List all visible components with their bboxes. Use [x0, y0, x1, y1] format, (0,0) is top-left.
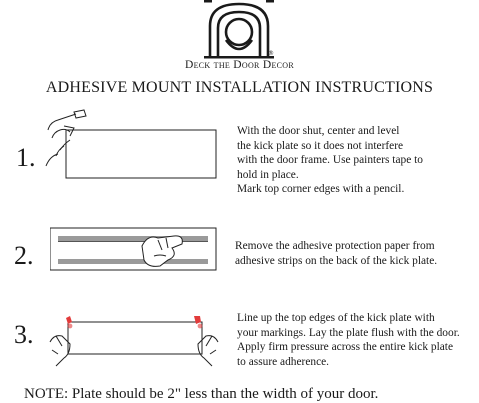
- hands-pressing-plate-icon: [46, 308, 222, 370]
- step-2-number: 2.: [14, 241, 34, 270]
- step-2-text: Remove the adhesive protection paper from adhesive strips on the back of the kick plate.: [235, 240, 438, 267]
- monogram-arch-logo-icon: [198, 0, 280, 60]
- step-1-text: With the door shut, center and level the kick plate so it does not interfere with the door frame. Use painters tape to hold in place. Mark top corner edges with a pencil.: [237, 125, 423, 195]
- page-title: ADHESIVE MOUNT INSTALLATION INSTRUCTIONS: [45, 79, 434, 96]
- step-3-number: 3.: [14, 320, 34, 349]
- step-1-number: 1.: [16, 143, 36, 172]
- hand-pencil-marking-plate-icon: [44, 108, 224, 182]
- registered-mark: ®: [268, 50, 274, 57]
- brand-name: Deck the Door Decor: [184, 59, 295, 71]
- step-3-text: Line up the top edges of the kick plate with your markings. Lay the plate flush with the door. Apply firm pressure across the entire kick plate to assure adherence.: [237, 312, 460, 368]
- hand-peeling-adhesive-strip-icon: [50, 226, 218, 272]
- installation-note: NOTE: Plate should be 2" less than the width of your door.: [24, 386, 379, 402]
